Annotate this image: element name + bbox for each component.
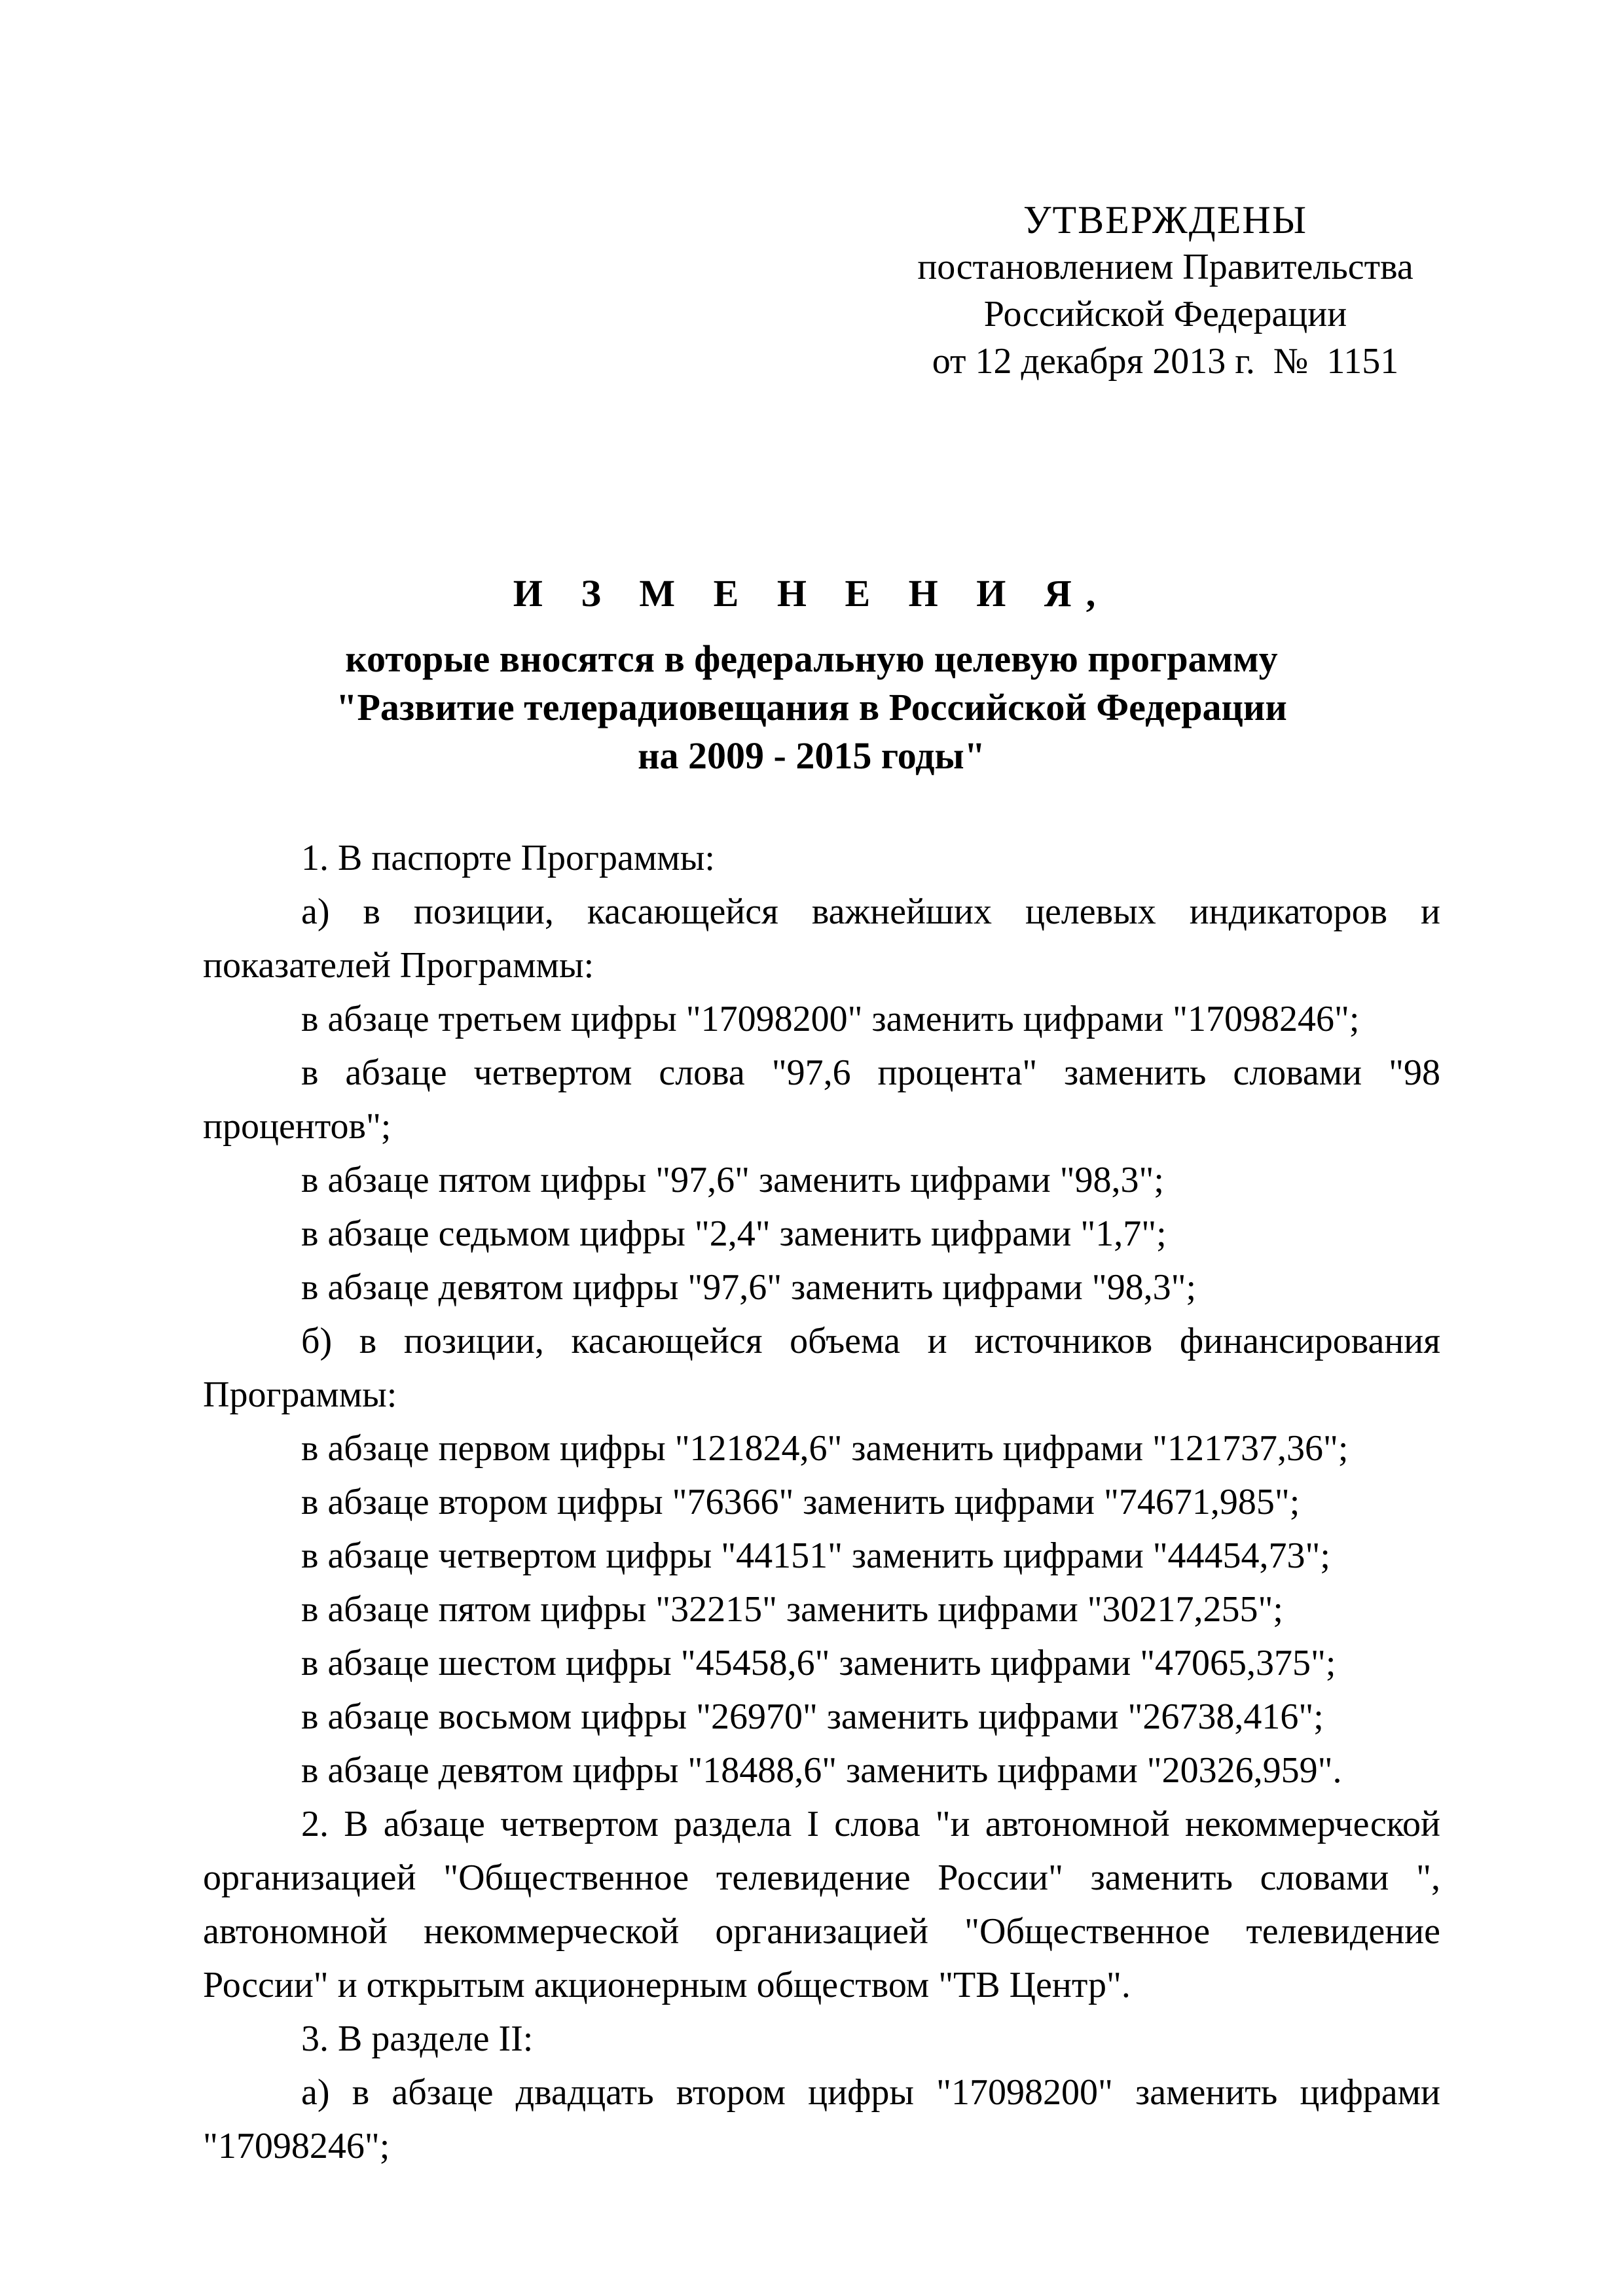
paragraph-item-b: б) в позиции, касающейся объема и источников финансирования Программы: [203, 1321, 1440, 1415]
paragraph-change: в абзаце четвертом слова "97,6 процента" заменить словами "98 процентов"; [203, 1052, 1440, 1147]
approval-line-1: постановлением Правительства [917, 247, 1413, 287]
approval-title: УТВЕРЖДЕНЫ [1023, 198, 1308, 242]
document-body [203, 831, 1440, 2173]
paragraph-section-1: 1. В паспорте Программы: [301, 838, 715, 878]
heading-line-3: на 2009 - 2015 годы" [638, 734, 985, 777]
document-heading [0, 569, 1623, 780]
heading-line-2: "Развитие телерадиовещания в Российской Федерации [336, 686, 1287, 728]
paragraph-change: в абзаце седьмом цифры "2,4" заменить цифрами "1,7"; [301, 1213, 1167, 1254]
paragraph-section-3: 3. В разделе II: [301, 2018, 534, 2059]
paragraph-change: в абзаце третьем цифры "17098200" заменить цифрами "17098246"; [301, 999, 1360, 1039]
paragraph-change: в абзаце восьмом цифры "26970" заменить цифрами "26738,416"; [301, 1696, 1324, 1737]
heading-line-1: которые вносятся в федеральную целевую программу [345, 637, 1278, 680]
paragraph-change: в абзаце пятом цифры "97,6" заменить цифрами "98,3"; [301, 1160, 1164, 1200]
paragraph-change: в абзаце пятом цифры "32215" заменить цифрами "30217,255"; [301, 1589, 1283, 1630]
paragraph-item-a: а) в позиции, касающейся важнейших целевых индикаторов и показателей Программы: [203, 891, 1440, 986]
approval-stamp [877, 196, 1453, 385]
paragraph-change: в абзаце четвертом цифры "44151" заменить цифрами "44454,73"; [301, 1535, 1330, 1576]
heading-title: И З М Е Н Е Н И Я, [513, 572, 1110, 615]
paragraph-change: в абзаце втором цифры "76366" заменить цифрами "74671,985"; [301, 1482, 1300, 1522]
paragraph-item-a: а) в абзаце двадцать втором цифры "17098200" заменить цифрами "17098246"; [203, 2072, 1440, 2166]
approval-line-2: Российской Федерации [983, 294, 1347, 334]
paragraph-change: в абзаце девятом цифры "97,6" заменить цифрами "98,3"; [301, 1267, 1197, 1308]
paragraph-change: в абзаце девятом цифры "18488,6" заменить цифрами "20326,959". [301, 1750, 1342, 1791]
approval-date-line: от 12 декабря 2013 г. № 1151 [932, 341, 1399, 382]
paragraph-change: в абзаце первом цифры "121824,6" заменить цифрами "121737,36"; [301, 1428, 1349, 1469]
paragraph-section-2: 2. В абзаце четвертом раздела I слова "и автономной некоммерческой организацией "Общественное телевидение России" заменить словами ", автономной некоммерческой организацией "Общественное телевидение России" и открытым акционерным обществом "ТВ Центр". [203, 1804, 1440, 2005]
paragraph-change: в абзаце шестом цифры "45458,6" заменить цифрами "47065,375"; [301, 1643, 1336, 1683]
